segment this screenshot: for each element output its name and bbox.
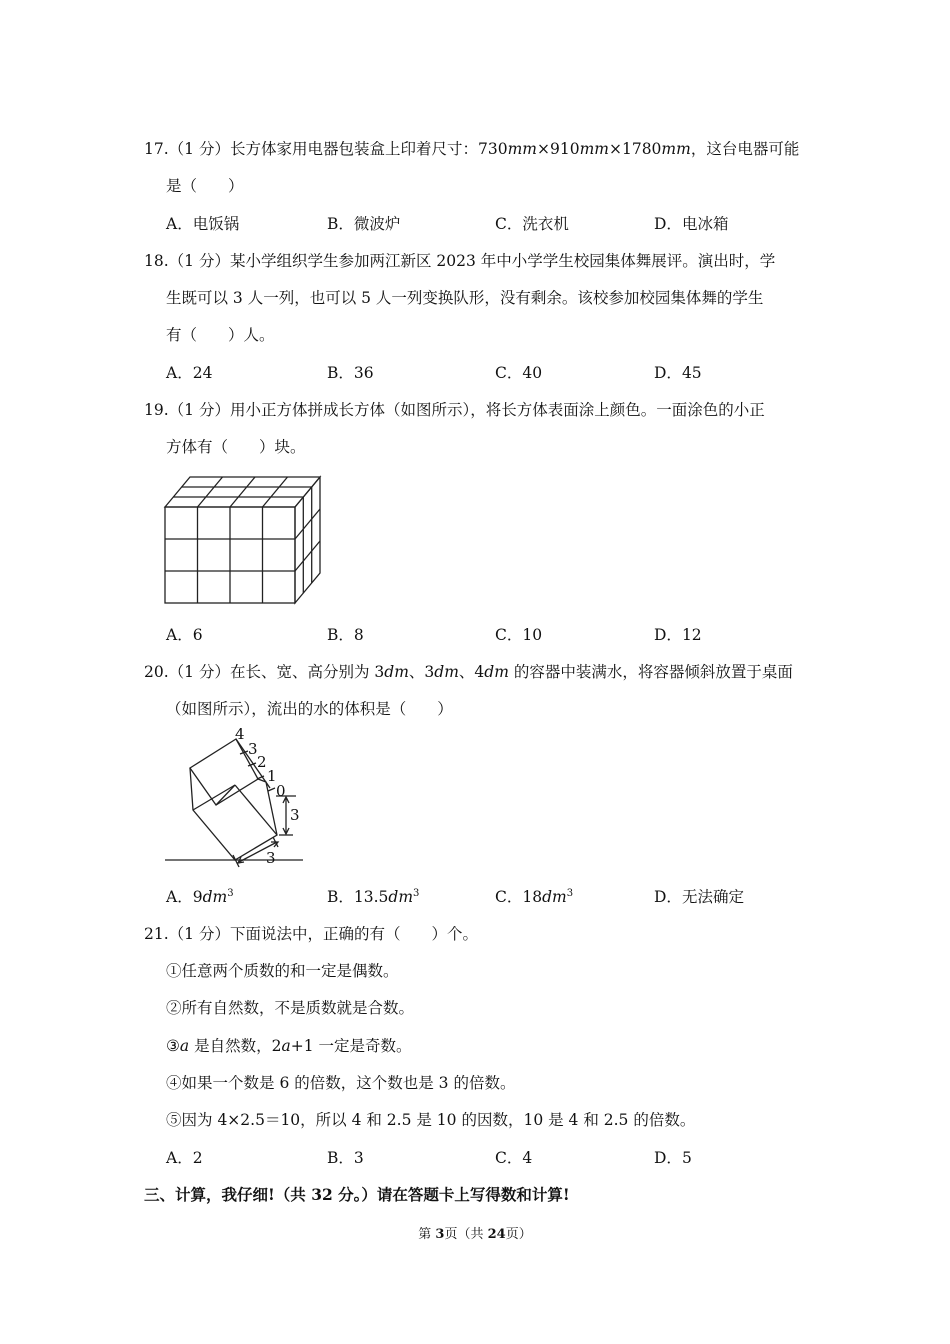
figure-label: 4 (235, 725, 245, 743)
q18-option-d: D．45 (654, 364, 702, 382)
question-19-line-2: 方体有（ ）块。 (166, 438, 306, 456)
q18-option-a: A．24 (166, 364, 213, 382)
figure-label: 3 (266, 849, 276, 867)
q19-option-b: B．8 (327, 626, 364, 644)
q17-option-c: C．洗衣机 (495, 215, 569, 233)
figure-label: 1 (267, 767, 277, 785)
question-18-line-2: 生既可以 3 人一列，也可以 5 人一列变换队形，没有剩余。该校参加校园集体舞的学生 (166, 289, 764, 307)
q21-option-a: A．2 (166, 1149, 203, 1167)
question-number: 17. (144, 140, 169, 158)
question-21-line-1: 21.（1 分）下面说法中，正确的有（ ）个。 (144, 925, 478, 943)
question-18-line-1: 18.（1 分）某小学组织学生参加两江新区 2023 年中小学学生校园集体舞展评。演出时，学 (144, 252, 776, 270)
q21-option-d: D．5 (654, 1149, 692, 1167)
total-pages: 24 (487, 1227, 506, 1242)
q19-option-c: C．10 (495, 626, 543, 644)
q17-option-d: D．电冰箱 (654, 215, 729, 233)
question-20-line-2: （如图所示），流出的水的体积是（ ） (166, 700, 453, 718)
question-19-line-1: 19.（1 分）用小正方体拼成长方体（如图所示），将长方体表面涂上颜色。一面涂色的小正 (144, 401, 765, 419)
question-score: （1 分） (168, 925, 230, 943)
q18-option-c: C．40 (495, 364, 543, 382)
question-17-line-1: 17.（1 分）长方体家用电器包装盒上印着尺寸：730mm×910mm×1780mm，这台电器可能 (144, 140, 800, 158)
q18-option-b: B．36 (327, 364, 374, 382)
figure-label: 3 (248, 740, 258, 758)
question-score: （1 分） (168, 663, 230, 681)
statement-3: ③a 是自然数，2a+1 一定是奇数。 (166, 1037, 412, 1055)
statement-2: ②所有自然数，不是质数就是合数。 (166, 999, 415, 1017)
question-number: 21. (144, 925, 169, 943)
q20-option-c: C．$18dm^3$ (495, 888, 574, 906)
page-number: 3 (435, 1227, 445, 1242)
q19-option-d: D．12 (654, 626, 702, 644)
page-footer: 第 3页（共 24页） (418, 1227, 532, 1242)
statement-4: ④如果一个数是 6 的倍数，这个数也是 3 的倍数。 (166, 1074, 516, 1092)
q17-option-a: A．电饭锅 (166, 215, 240, 233)
question-score: （1 分） (168, 252, 230, 270)
statement-1: ①任意两个质数的和一定是偶数。 (166, 962, 399, 980)
q17-option-b: B．微波炉 (327, 215, 401, 233)
question-score: （1 分） (168, 140, 230, 158)
q21-option-c: C．4 (495, 1149, 533, 1167)
statement-5: ⑤因为 4×2.5＝10，所以 4 和 2.5 是 10 的因数，10 是 4 和 2.5 的倍数。 (166, 1111, 696, 1129)
question-number: 18. (144, 252, 169, 270)
figure-label: 3 (290, 806, 300, 824)
question-number: 20. (144, 663, 169, 681)
tilted-container-figure (160, 725, 310, 875)
question-20-line-1: 20.（1 分）在长、宽、高分别为 3dm、3dm、4dm 的容器中装满水，将容器倾斜放置于桌面 (144, 663, 793, 681)
question-18-line-3: 有（ ）人。 (166, 326, 275, 344)
q21-option-b: B．3 (327, 1149, 364, 1167)
cuboid-figure (160, 472, 330, 607)
question-score: （1 分） (168, 401, 230, 419)
q20-option-a: A．$9dm^3$ (166, 888, 234, 906)
question-17-line-2: 是（ ） (166, 177, 244, 195)
question-number: 19. (144, 401, 169, 419)
q19-option-a: A．6 (166, 626, 203, 644)
q20-option-d: D．无法确定 (654, 888, 744, 906)
q20-option-b: B．$13.5dm^3$ (327, 888, 420, 906)
section-heading: 三、计算，我仔细!（共 32 分。）请在答题卡上写得数和计算! (144, 1185, 570, 1204)
figure-label: 0 (276, 782, 286, 800)
figure-label: 2 (257, 753, 267, 771)
